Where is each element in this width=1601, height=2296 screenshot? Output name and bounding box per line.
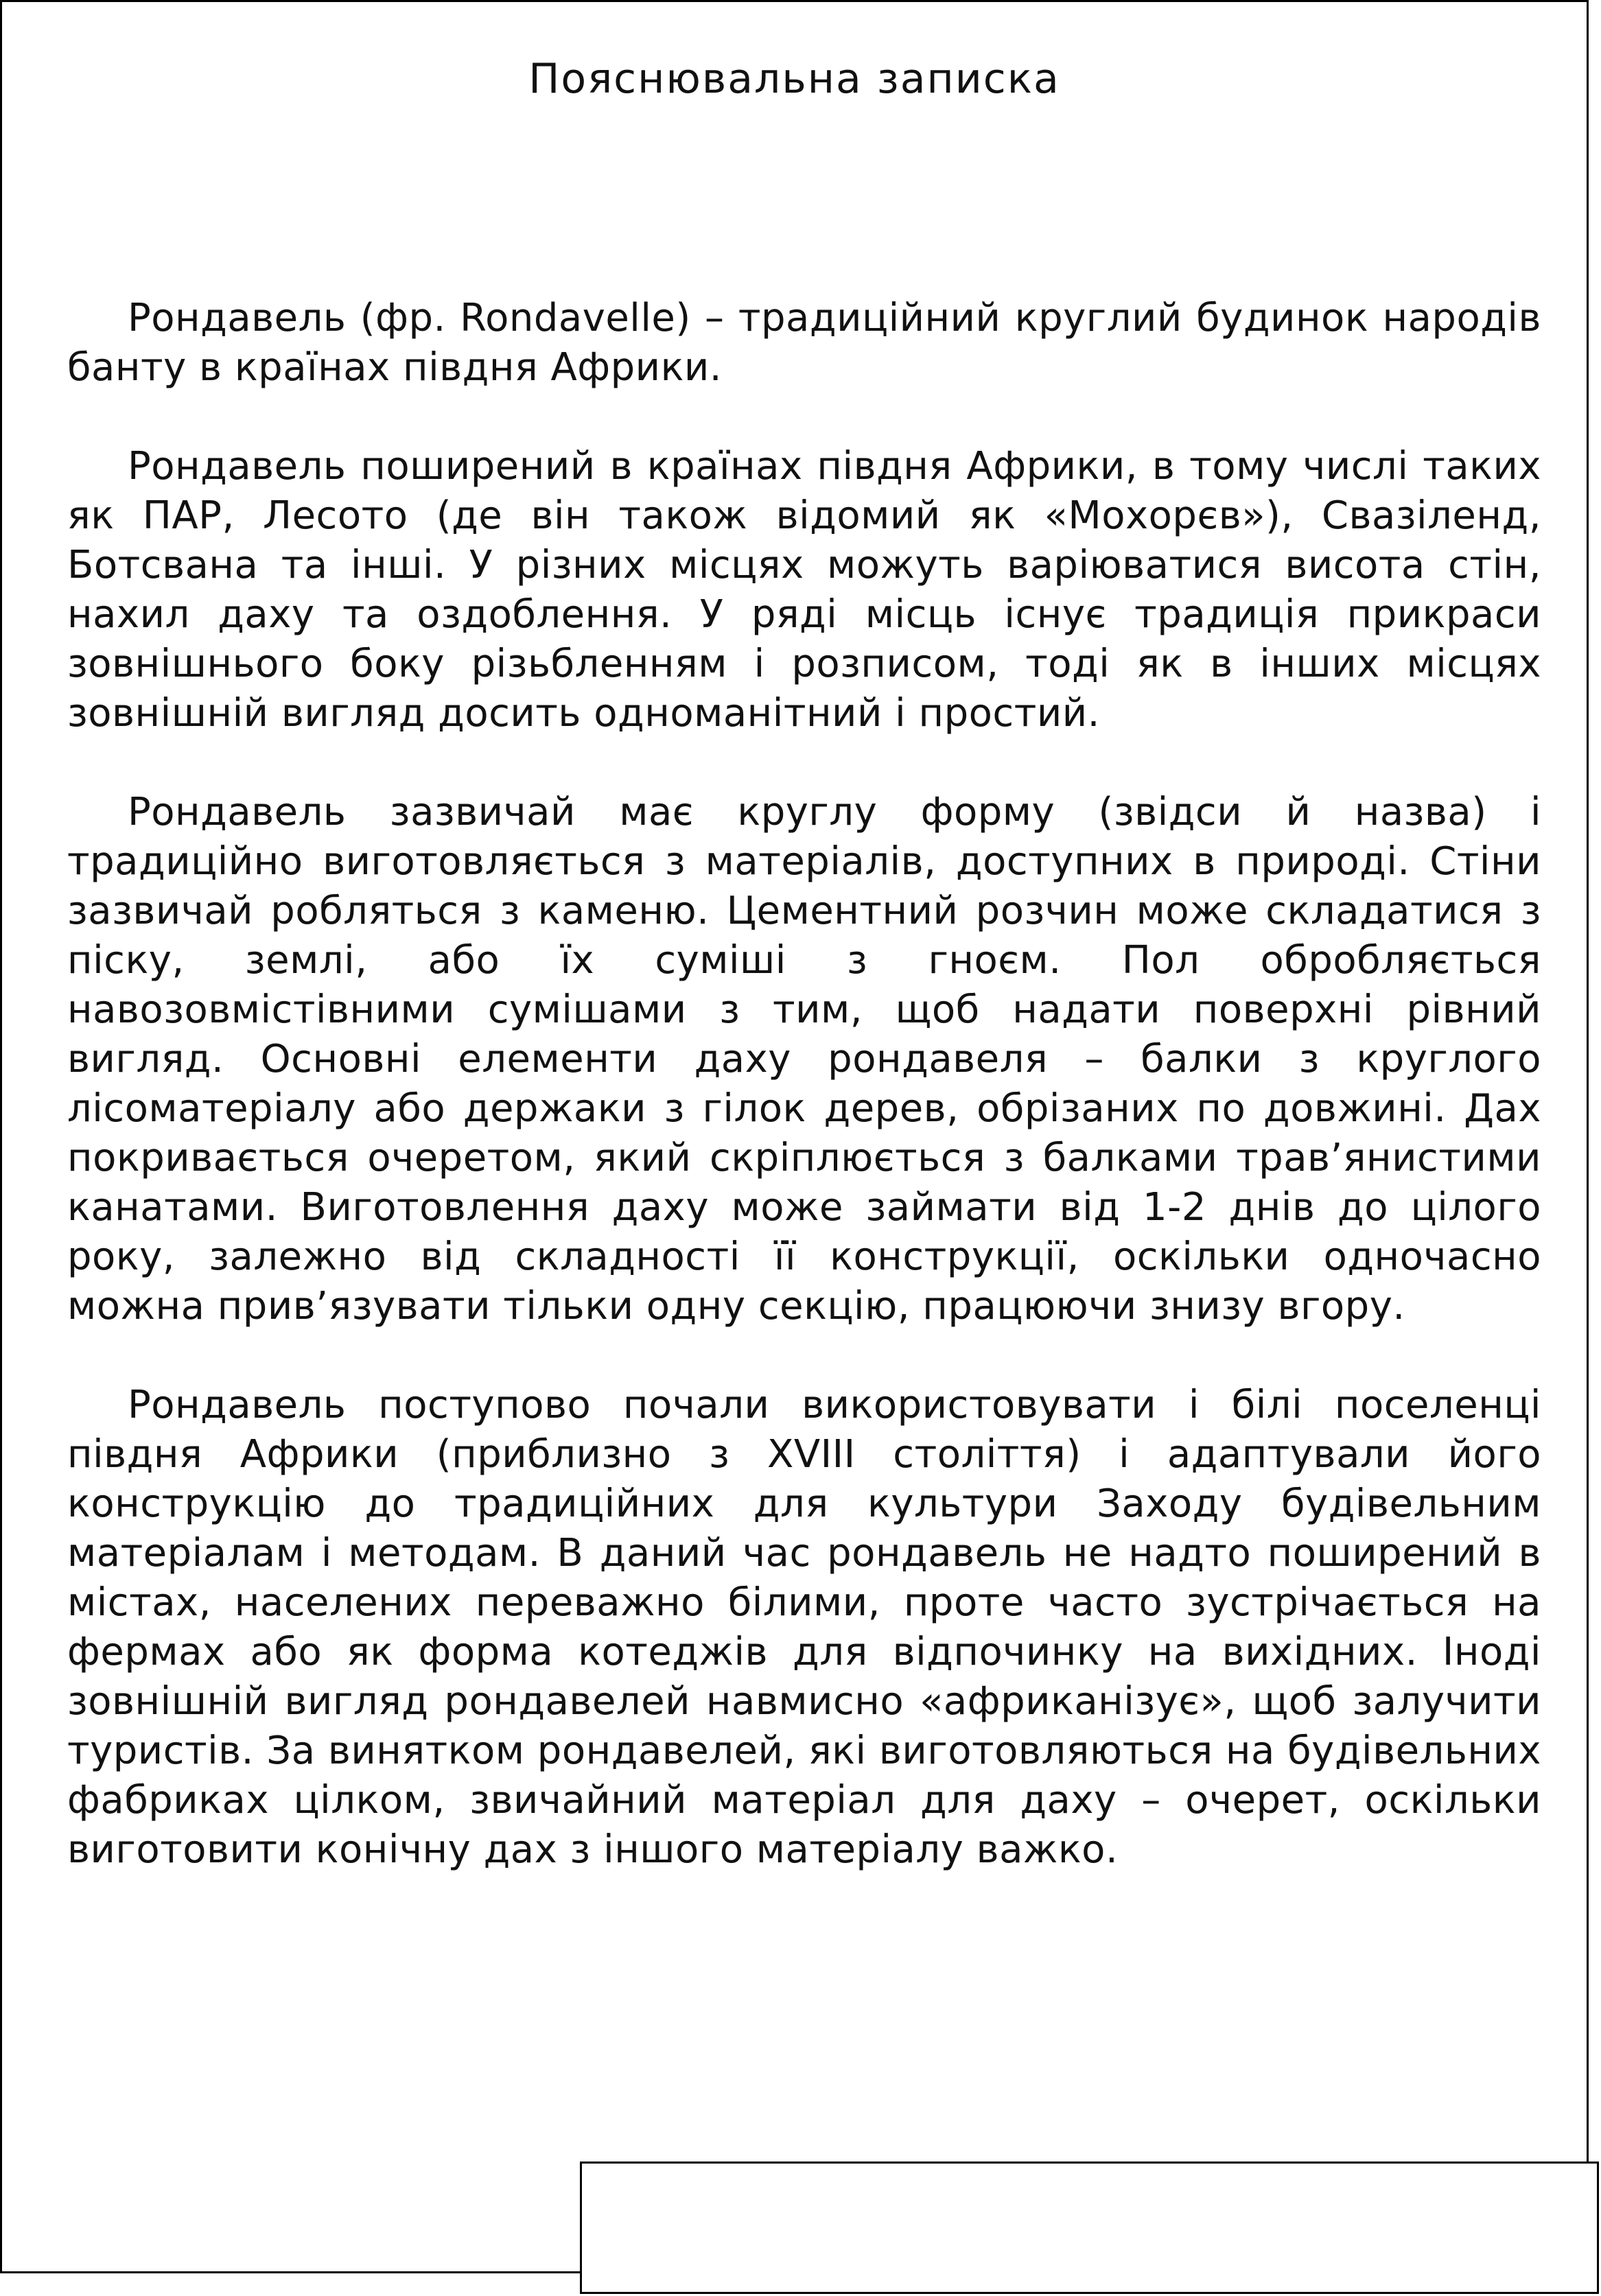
paragraph-2: Рондавель поширений в країнах півдня Африки, в тому числі таких як ПАР, Лесото (де він також відомий як «Мохорєв»), Свазіленд, Ботсвана та інші. У різних місцях можуть варіюватися висота стін, нахил даху та оздоблення. У ряді місць існує традиція прикраси зовнішнього боку різьбленням і розписом, тоді як в інших місцях зовнішній вигляд досить одноманітний і простий. xyxy=(67,444,1541,736)
title-block-stamp xyxy=(580,2162,1599,2294)
paragraph-4: Рондавель поступово почали використовувати і білі поселенці півдня Африки (приблизно з XVIII століття) і адаптували його конструкцію до традиційних для культури Заходу будівельним матеріалам і методам. В даний час рондавель не надто поширений в містах, населених переважно білими, проте часто зустрічається на фермах або як форма котеджів для відпочинку на вихідних. Іноді зовнішній вигляд рондавелей навмисно «африканізує», щоб залучити туристів. За винятком рондавелей, які виготовляються на будівельних фабриках цілком, звичайний матеріал для даху – очерет, оскільки виготовити конічну дах з іншого матеріалу важко. xyxy=(67,1383,1541,1872)
document-body xyxy=(67,294,1541,1924)
paragraph-3: Рондавель зазвичай має круглу форму (звідси й назва) і традиційно виготовляється з матеріалів, доступних в природі. Стіни зазвичай робляться з каменю. Цементний розчин може складатися з піску, землі, або їх суміші з гноєм. Пол обробляється навозовмістівними сумішами з тим, щоб надати поверхні рівний вигляд. Основні елементи даху рондавеля – балки з круглого лісоматеріалу або держаки з гілок дерев, обрізаних по довжині. Дах покривається очеретом, який скріплюється з балками трав’янистими канатами. Виготовлення даху може займати від 1-2 днів до цілого року, залежно від складності її конструкції, оскільки одночасно можна прив’язувати тільки одну секцію, працюючи знизу вгору. xyxy=(67,790,1541,1328)
document-title: Пояснювальна записка xyxy=(528,55,1060,103)
paragraph-1: Рондавель (фр. Rondavelle) – традиційний круглий будинок народів банту в країнах півдня Африки. xyxy=(67,296,1541,390)
